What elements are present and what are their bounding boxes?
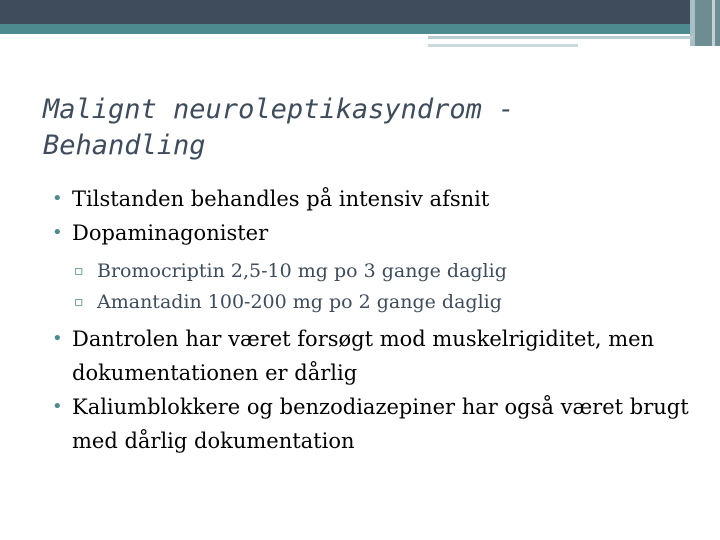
bullet-text: Dopaminagonister: [72, 221, 269, 245]
square-bullet-icon: ▫: [74, 294, 84, 310]
bullet-item: [52, 322, 702, 390]
bullet-text: Dantrolen har været forsøgt mod muskelrigiditet, men dokumentationen er dårlig: [72, 327, 655, 385]
bullet-dot-icon: •: [52, 222, 63, 243]
sub-bullet-text: Amantadin 100-200 mg po 2 gange daglig: [97, 291, 502, 313]
header-accent-right: [695, 0, 720, 46]
header-band-teal: [0, 24, 720, 34]
sub-bullet-text: Bromocriptin 2,5-10 mg po 3 gange daglig: [97, 260, 507, 282]
sub-bullet-item: [52, 287, 702, 318]
bullet-dot-icon: •: [52, 396, 63, 417]
slide-content: [52, 182, 702, 458]
square-bullet-icon: ▫: [74, 263, 84, 279]
bullet-item: [52, 390, 702, 458]
slide-title: Malignt neuroleptikasyndrom - Behandling: [43, 94, 515, 161]
bullet-item: [52, 182, 702, 216]
bullet-item: [52, 216, 702, 250]
header-decor-line-top: [428, 36, 693, 39]
sub-bullet-item: [52, 256, 702, 287]
bullet-text: Tilstanden behandles på intensiv afsnit: [72, 187, 490, 211]
header-band-dark: [0, 0, 720, 24]
header-decor-line-bottom: [428, 44, 578, 47]
bullet-dot-icon: •: [52, 328, 63, 349]
bullet-dot-icon: •: [52, 188, 63, 209]
bullet-text: Kaliumblokkere og benzodiazepiner har også været brugt med dårlig dokumentation: [72, 395, 689, 453]
sub-bullet-list: [52, 256, 702, 318]
header-accent-highlight: [712, 0, 715, 46]
